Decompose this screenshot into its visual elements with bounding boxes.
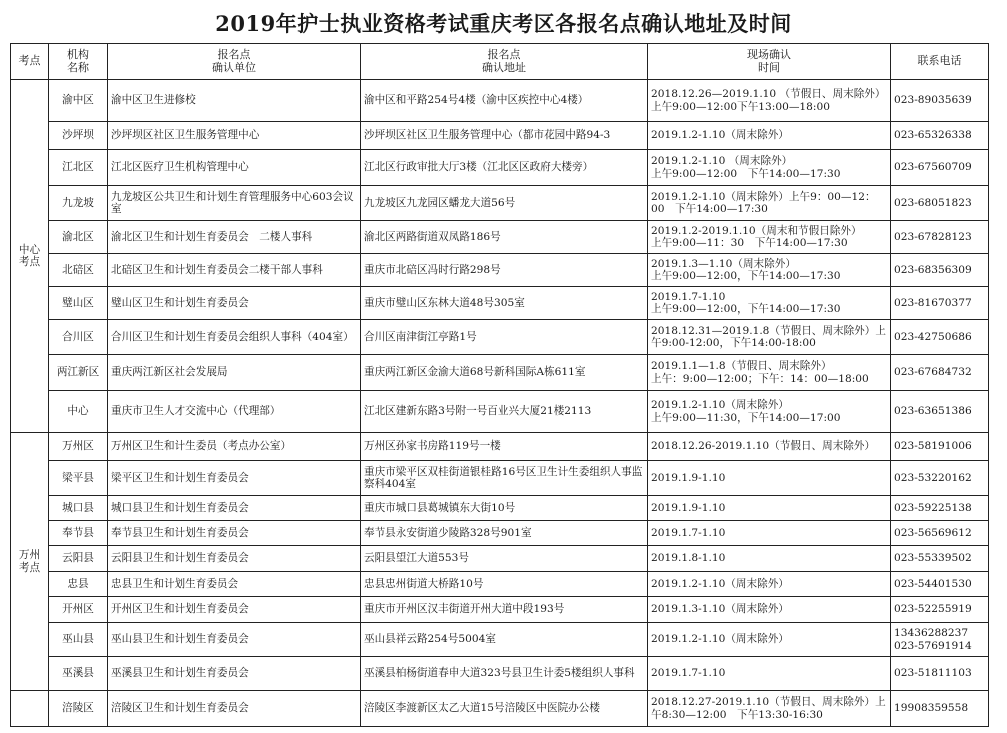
table-row [11, 657, 989, 691]
address-cell: 巫山县祥云路254号5004室 [361, 623, 648, 657]
org-cell: 合川区 [49, 320, 108, 355]
time-cell: 2019.1.3—1.10（周末除外） 上午9:00—12:00，下午14:00—17:30 [648, 254, 891, 287]
time-cell: 2019.1.2-1.10（周末除外）上午9：00—12：00 下午14:00—17:30 [648, 186, 891, 221]
phone-cell: 023-67560709 [891, 150, 989, 186]
address-cell: 巫溪县柏杨街道春申大道323号县卫生计委5楼组织人事科 [361, 657, 648, 691]
unit-cell: 璧山区卫生和计划生育委员会 [108, 287, 361, 320]
unit-cell: 万州区卫生和计生委员（考点办公室） [108, 433, 361, 461]
org-cell: 巫溪县 [49, 657, 108, 691]
address-cell: 涪陵区李渡新区太乙大道15号涪陵区中医院办公楼 [361, 691, 648, 727]
header-org-line1: 机构 [67, 48, 89, 61]
time-cell: 2019.1.2-2019.1.10（周末和节假日除外） 上午9:00—11：30 下午14:00—17:30 [648, 221, 891, 254]
registration-table [10, 43, 989, 727]
org-cell: 两江新区 [49, 355, 108, 391]
org-cell: 璧山区 [49, 287, 108, 320]
phone-cell: 023-68356309 [891, 254, 989, 287]
unit-cell: 渝中区卫生进修校 [108, 80, 361, 122]
time-cell: 2018.12.26—2019.1.10 （节假日、周末除外） 上午9:00—12:00下午13:00—18:00 [648, 80, 891, 122]
address-cell: 重庆市北碚区冯时行路298号 [361, 254, 648, 287]
unit-cell: 云阳县卫生和计划生育委员会 [108, 546, 361, 572]
phone-cell: 13436288237 023-57691914 [891, 623, 989, 657]
address-cell: 重庆市城口县葛城镇东大街10号 [361, 496, 648, 521]
header-phone: 联系电话 [891, 44, 989, 80]
time-cell: 2018.12.27-2019.1.10（节假日、周末除外）上午8:30—12:00 下午13:30-16:30 [648, 691, 891, 727]
header-address [361, 44, 648, 80]
unit-cell: 九龙坡区公共卫生和计划生育管理服务中心603会议室 [108, 186, 361, 221]
org-cell: 涪陵区 [49, 691, 108, 727]
time-cell: 2019.1.8-1.10 [648, 546, 891, 572]
org-cell: 九龙坡 [49, 186, 108, 221]
phone-cell: 023-59225138 [891, 496, 989, 521]
org-cell: 奉节县 [49, 521, 108, 546]
unit-cell: 奉节县卫生和计划生育委员会 [108, 521, 361, 546]
address-cell: 合川区南津街江亭路1号 [361, 320, 648, 355]
time-cell: 2019.1.2-1.10（周末除外） [648, 623, 891, 657]
header-address-line2: 确认地址 [482, 60, 526, 74]
phone-cell: 023-54401530 [891, 572, 989, 597]
phone-cell: 023-67828123 [891, 221, 989, 254]
time-cell: 2019.1.3-1.10（周末除外） [648, 597, 891, 623]
time-cell: 2019.1.9-1.10 [648, 461, 891, 496]
phone-cell: 023-42750686 [891, 320, 989, 355]
page-title: 2019年护士执业资格考试重庆考区各报名点确认地址及时间 [215, 11, 792, 36]
table-row [11, 186, 989, 221]
org-cell: 中心 [49, 391, 108, 433]
table-row [11, 546, 989, 572]
time-cell: 2019.1.7-1.10 上午9:00—12:00，下午14:00—17:30 [648, 287, 891, 320]
address-cell: 渝中区和平路254号4楼（渝中区疾控中心4楼） [361, 80, 648, 122]
unit-cell: 梁平区卫生和计划生育委员会 [108, 461, 361, 496]
time-cell: 2019.1.7-1.10 [648, 657, 891, 691]
address-cell: 重庆市梁平区双桂街道银桂路16号区卫生计生委组织人事监察科404室 [361, 461, 648, 496]
header-row [11, 44, 989, 80]
org-cell: 开州区 [49, 597, 108, 623]
table-row [11, 150, 989, 186]
time-cell: 2018.12.26-2019.1.10（节假日、周末除外） [648, 433, 891, 461]
time-cell: 2019.1.9-1.10 [648, 496, 891, 521]
header-time [648, 44, 891, 80]
org-cell: 梁平县 [49, 461, 108, 496]
unit-cell: 涪陵区卫生和计划生育委员会 [108, 691, 361, 727]
time-cell: 2019.1.7-1.10 [648, 521, 891, 546]
unit-cell: 城口县卫生和计划生育委员会 [108, 496, 361, 521]
address-cell: 渝北区两路街道双凤路186号 [361, 221, 648, 254]
table-row [11, 496, 989, 521]
unit-cell: 重庆市卫生人才交流中心（代理部） [108, 391, 361, 433]
header-zone: 考点 [11, 44, 49, 80]
phone-cell: 023-53220162 [891, 461, 989, 496]
address-cell: 万州区孙家书房路119号一楼 [361, 433, 648, 461]
table-row [11, 461, 989, 496]
table-row [11, 623, 989, 657]
table-row [11, 572, 989, 597]
zone-cell [11, 691, 49, 727]
unit-cell: 巫溪县卫生和计划生育委员会 [108, 657, 361, 691]
time-cell: 2019.1.2-1.10 （周末除外） 上午9:00—12:00 下午14:00—17:30 [648, 150, 891, 186]
table-row [11, 433, 989, 461]
time-cell: 2019.1.2-1.10（周末除外） 上午9:00—11:30，下午14:00—17:00 [648, 391, 891, 433]
phone-cell: 023-89035639 [891, 80, 989, 122]
unit-cell: 沙坪坝区社区卫生服务管理中心 [108, 122, 361, 150]
org-cell: 万州区 [49, 433, 108, 461]
header-address-line1: 报名点 [487, 48, 521, 61]
time-cell: 2019.1.2-1.10（周末除外） [648, 572, 891, 597]
phone-cell: 023-58191006 [891, 433, 989, 461]
table-row [11, 597, 989, 623]
address-cell: 江北区行政审批大厅3楼（江北区区政府大楼旁） [361, 150, 648, 186]
address-cell: 重庆市开州区汉丰街道开州大道中段193号 [361, 597, 648, 623]
address-cell: 重庆市璧山区东林大道48号305室 [361, 287, 648, 320]
table-row [11, 221, 989, 254]
unit-cell: 重庆两江新区社会发展局 [108, 355, 361, 391]
phone-cell: 19908359558 [891, 691, 989, 727]
address-cell: 重庆两江新区金渝大道68号新科国际A栋611室 [361, 355, 648, 391]
phone-cell: 023-67684732 [891, 355, 989, 391]
header-time-line1: 现场确认 [747, 48, 791, 61]
table-row [11, 320, 989, 355]
unit-cell: 江北区医疗卫生机构管理中心 [108, 150, 361, 186]
time-cell: 2019.1.1—1.8（节假日、周末除外） 上午：9:00—12:00；下午：14：00—18:00 [648, 355, 891, 391]
unit-cell: 开州区卫生和计划生育委员会 [108, 597, 361, 623]
table-row [11, 287, 989, 320]
phone-cell: 023-65326338 [891, 122, 989, 150]
zone-cell: 中心 考点 [11, 80, 49, 433]
phone-cell: 023-68051823 [891, 186, 989, 221]
unit-cell: 巫山县卫生和计划生育委员会 [108, 623, 361, 657]
org-cell: 渝中区 [49, 80, 108, 122]
header-org-line2: 名称 [67, 60, 89, 74]
phone-cell: 023-52255919 [891, 597, 989, 623]
table-row [11, 122, 989, 150]
phone-cell: 023-63651386 [891, 391, 989, 433]
header-org [49, 44, 108, 80]
header-time-line2: 时间 [758, 60, 780, 74]
address-cell: 奉节县永安街道少陵路328号901室 [361, 521, 648, 546]
address-cell: 九龙坡区九龙园区蟠龙大道56号 [361, 186, 648, 221]
address-cell: 云阳县望江大道553号 [361, 546, 648, 572]
header-unit-line2: 确认单位 [212, 60, 256, 74]
header-unit-line1: 报名点 [217, 48, 251, 61]
unit-cell: 渝北区卫生和计划生育委员会 二楼人事科 [108, 221, 361, 254]
table-row [11, 691, 989, 727]
phone-cell: 023-81670377 [891, 287, 989, 320]
address-cell: 忠县忠州街道大桥路10号 [361, 572, 648, 597]
phone-cell: 023-55339502 [891, 546, 989, 572]
phone-cell: 023-51811103 [891, 657, 989, 691]
phone-cell: 023-56569612 [891, 521, 989, 546]
org-cell: 沙坪坝 [49, 122, 108, 150]
unit-cell: 北碚区卫生和计划生育委员会二楼干部人事科 [108, 254, 361, 287]
org-cell: 北碚区 [49, 254, 108, 287]
address-cell: 江北区建新东路3号附一号百业兴大厦21楼2113 [361, 391, 648, 433]
table-row [11, 355, 989, 391]
org-cell: 渝北区 [49, 221, 108, 254]
org-cell: 云阳县 [49, 546, 108, 572]
time-cell: 2018.12.31—2019.1.8（节假日、周末除外）上午9:00-12:00，下午14:00-18:00 [648, 320, 891, 355]
org-cell: 江北区 [49, 150, 108, 186]
table-row [11, 521, 989, 546]
org-cell: 忠县 [49, 572, 108, 597]
unit-cell: 忠县卫生和计划生育委员会 [108, 572, 361, 597]
table-row [11, 391, 989, 433]
time-cell: 2019.1.2-1.10（周末除外） [648, 122, 891, 150]
header-unit [108, 44, 361, 80]
address-cell: 沙坪坝区社区卫生服务管理中心（都市花园中路94-3 [361, 122, 648, 150]
org-cell: 城口县 [49, 496, 108, 521]
zone-cell: 万州 考点 [11, 433, 49, 691]
unit-cell: 合川区卫生和计划生育委员会组织人事科（404室） [108, 320, 361, 355]
org-cell: 巫山县 [49, 623, 108, 657]
table-row [11, 80, 989, 122]
table-row [11, 254, 989, 287]
